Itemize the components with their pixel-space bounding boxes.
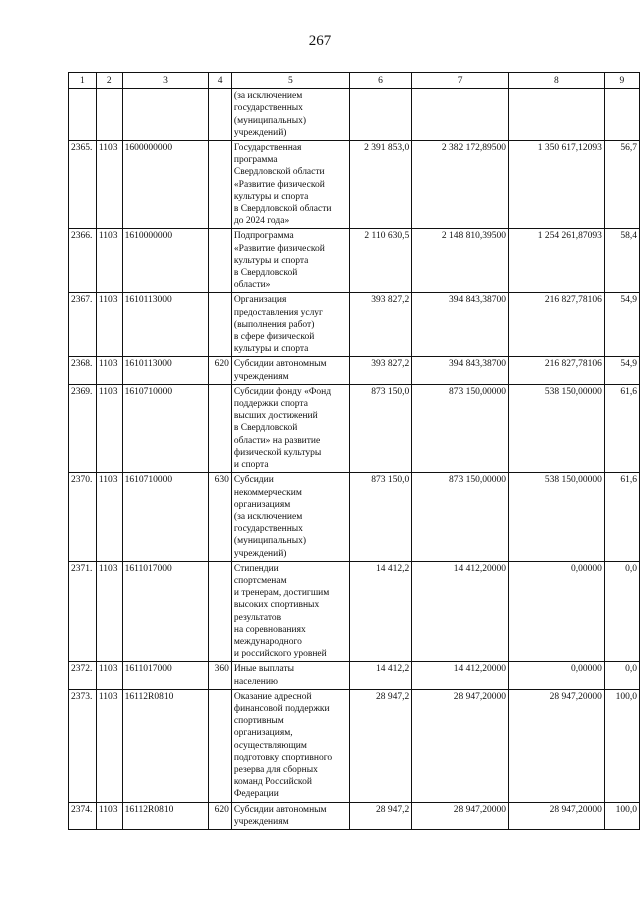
expense-type-cell-text: 620 [214, 359, 229, 370]
executed-amount-cell [508, 141, 604, 229]
refined-amount-cell [412, 89, 509, 141]
expense-type-cell [209, 662, 232, 689]
target-article-cell [122, 229, 209, 293]
page-number: 267 [308, 33, 332, 49]
approved-amount-cell [349, 357, 411, 384]
section-code-cell-text: 1103 [98, 231, 118, 242]
percent-executed-cell [604, 357, 639, 384]
executed-amount-cell [508, 689, 604, 802]
item-name-cell-text: Субсидии автономным учреждениям [233, 804, 327, 827]
row-number-cell [69, 802, 97, 829]
row-number-cell-text: 2365. [71, 143, 93, 154]
approved-amount-cell [349, 384, 411, 472]
section-code-cell-text: 1103 [98, 295, 118, 306]
row-number-cell-text: 2368. [71, 359, 93, 370]
column-header: 6 [349, 73, 411, 89]
item-name-cell-text: Субсидии автономным учреждениям [233, 359, 327, 382]
item-name-cell [231, 293, 349, 357]
refined-amount-cell [412, 662, 509, 689]
expense-type-cell-text: 630 [214, 475, 229, 486]
executed-amount-cell-text: 216 827,78106 [544, 295, 602, 306]
target-article-cell [122, 293, 209, 357]
percent-executed-cell [604, 689, 639, 802]
section-code-cell [96, 662, 122, 689]
row-number-cell [69, 561, 97, 662]
approved-amount-cell-text: 14 412,2 [375, 664, 410, 675]
item-name-cell [231, 89, 349, 141]
table-row [69, 357, 640, 384]
percent-executed-cell [604, 662, 639, 689]
column-header: 8 [508, 73, 604, 89]
executed-amount-cell-text: 28 947,20000 [549, 804, 602, 815]
section-code-cell [96, 229, 122, 293]
executed-amount-cell-text: 538 150,00000 [544, 475, 602, 486]
section-code-cell-text: 1103 [98, 386, 118, 397]
row-number-cell-text: 2366. [71, 231, 93, 242]
executed-amount-cell [508, 561, 604, 662]
approved-amount-cell [349, 802, 411, 829]
row-number-cell-text: 2369. [71, 386, 93, 397]
item-name-cell-text: (за исключением государственных (муниципальных) учреждений) [233, 91, 307, 138]
table-row [69, 662, 640, 689]
row-number-cell [69, 473, 97, 561]
approved-amount-cell-text: 873 150,0 [371, 386, 410, 397]
refined-amount-cell-text: 2 382 172,89500 [441, 143, 506, 154]
executed-amount-cell [508, 662, 604, 689]
approved-amount-cell [349, 473, 411, 561]
approved-amount-cell-text: 14 412,2 [375, 563, 410, 574]
percent-executed-cell-text: 61,6 [620, 386, 637, 397]
refined-amount-cell-text: 28 947,20000 [453, 691, 506, 702]
refined-amount-cell [412, 384, 509, 472]
target-article-cell [122, 689, 209, 802]
refined-amount-cell [412, 229, 509, 293]
percent-executed-cell [604, 229, 639, 293]
percent-executed-cell-text: 54,9 [620, 295, 637, 306]
executed-amount-cell [508, 384, 604, 472]
row-number-cell [69, 357, 97, 384]
percent-executed-cell [604, 473, 639, 561]
section-code-cell [96, 141, 122, 229]
table-row [69, 293, 640, 357]
refined-amount-cell [412, 293, 509, 357]
column-header: 5 [231, 73, 349, 89]
row-number-cell-text: 2373. [71, 691, 93, 702]
target-article-cell [122, 473, 209, 561]
row-number-cell [69, 384, 97, 472]
approved-amount-cell-text: 2 391 853,0 [364, 143, 410, 154]
expense-type-cell [209, 357, 232, 384]
target-article-cell-text: 1610710000 [124, 386, 173, 397]
approved-amount-cell-text: 393 827,2 [371, 359, 410, 370]
section-code-cell-text: 1103 [98, 563, 118, 574]
expense-type-cell [209, 229, 232, 293]
expense-type-cell [209, 384, 232, 472]
section-code-cell [96, 357, 122, 384]
executed-amount-cell-text: 28 947,20000 [549, 691, 602, 702]
table-row [69, 89, 640, 141]
item-name-cell [231, 141, 349, 229]
target-article-cell-text: 1600000000 [124, 143, 173, 154]
percent-executed-cell-text: 58,4 [620, 231, 637, 242]
section-code-cell [96, 89, 122, 141]
executed-amount-cell-text: 0,00000 [570, 664, 602, 675]
refined-amount-cell-text: 14 412,20000 [453, 563, 506, 574]
table-row [69, 473, 640, 561]
section-code-cell-text: 1103 [98, 664, 118, 675]
approved-amount-cell [349, 141, 411, 229]
expense-type-cell [209, 89, 232, 141]
refined-amount-cell [412, 141, 509, 229]
table-row [69, 229, 640, 293]
executed-amount-cell [508, 473, 604, 561]
percent-executed-cell [604, 293, 639, 357]
refined-amount-cell-text: 394 843,38700 [448, 295, 506, 306]
section-code-cell [96, 473, 122, 561]
approved-amount-cell-text: 393 827,2 [371, 295, 410, 306]
approved-amount-cell [349, 662, 411, 689]
target-article-cell-text: 16112R0810 [124, 691, 174, 702]
refined-amount-cell [412, 802, 509, 829]
refined-amount-cell [412, 561, 509, 662]
refined-amount-cell-text: 873 150,00000 [448, 475, 506, 486]
expense-type-cell-text: 620 [214, 804, 229, 815]
executed-amount-cell-text: 216 827,78106 [544, 359, 602, 370]
expense-type-cell-text: 360 [214, 664, 229, 675]
executed-amount-cell-text: 538 150,00000 [544, 386, 602, 397]
section-code-cell [96, 384, 122, 472]
percent-executed-cell-text: 100,0 [615, 691, 637, 702]
executed-amount-cell [508, 229, 604, 293]
executed-amount-cell [508, 89, 604, 141]
target-article-cell [122, 141, 209, 229]
target-article-cell-text: 16112R0810 [124, 804, 174, 815]
item-name-cell-text: Субсидии фонду «Фонд поддержки спорта высших достижений в Свердловской области» на развитие физической культуры и спорта [233, 386, 332, 471]
target-article-cell [122, 662, 209, 689]
item-name-cell-text: Иные выплаты населению [233, 664, 295, 687]
target-article-cell [122, 561, 209, 662]
expense-type-cell [209, 141, 232, 229]
column-header: 4 [209, 73, 232, 89]
percent-executed-cell [604, 89, 639, 141]
target-article-cell-text: 1610113000 [124, 359, 172, 370]
percent-executed-cell-text: 100,0 [615, 804, 637, 815]
refined-amount-cell-text: 14 412,20000 [453, 664, 506, 675]
approved-amount-cell [349, 89, 411, 141]
row-number-cell [69, 662, 97, 689]
target-article-cell-text: 1610710000 [124, 475, 173, 486]
refined-amount-cell-text: 873 150,00000 [448, 386, 506, 397]
approved-amount-cell-text: 873 150,0 [371, 475, 410, 486]
table-row [69, 384, 640, 472]
refined-amount-cell [412, 473, 509, 561]
refined-amount-cell-text: 28 947,20000 [453, 804, 506, 815]
item-name-cell [231, 662, 349, 689]
column-header: 1 [69, 73, 97, 89]
budget-table [68, 72, 640, 830]
section-code-cell [96, 293, 122, 357]
expense-type-cell [209, 293, 232, 357]
row-number-cell [69, 689, 97, 802]
row-number-cell-text: 2374. [71, 804, 93, 815]
column-header: 3 [122, 73, 209, 89]
section-code-cell-text: 1103 [98, 143, 118, 154]
table-row [69, 802, 640, 829]
section-code-cell [96, 689, 122, 802]
executed-amount-cell-text: 1 350 617,12093 [537, 143, 602, 154]
target-article-cell-text: 1610113000 [124, 295, 172, 306]
item-name-cell-text: Стипендии спортсменам и тренерам, достигшим высоких спортивных результатов на соревнованиях международного и российского уровней [233, 563, 330, 660]
approved-amount-cell [349, 293, 411, 357]
item-name-cell [231, 229, 349, 293]
row-number-cell [69, 293, 97, 357]
approved-amount-cell-text: 28 947,2 [375, 804, 410, 815]
refined-amount-cell [412, 689, 509, 802]
expense-type-cell [209, 473, 232, 561]
percent-executed-cell-text: 0,0 [625, 664, 637, 675]
percent-executed-cell [604, 384, 639, 472]
approved-amount-cell [349, 561, 411, 662]
refined-amount-cell-text: 394 843,38700 [448, 359, 506, 370]
item-name-cell [231, 473, 349, 561]
item-name-cell [231, 689, 349, 802]
item-name-cell-text: Субсидии некоммерческим организациям (за исключением государственных (муниципальных) учреждений) [233, 475, 307, 559]
item-name-cell [231, 384, 349, 472]
executed-amount-cell [508, 293, 604, 357]
refined-amount-cell-text: 2 148 810,39500 [441, 231, 506, 242]
row-number-cell-text: 2371. [71, 563, 93, 574]
percent-executed-cell-text: 54,9 [620, 359, 637, 370]
column-header: 7 [412, 73, 509, 89]
row-number-cell-text: 2367. [71, 295, 93, 306]
percent-executed-cell-text: 0,0 [625, 563, 637, 574]
row-number-cell [69, 229, 97, 293]
target-article-cell [122, 802, 209, 829]
executed-amount-cell [508, 802, 604, 829]
item-name-cell [231, 802, 349, 829]
column-header: 9 [604, 73, 639, 89]
section-code-cell-text: 1103 [98, 691, 118, 702]
target-article-cell [122, 357, 209, 384]
expense-type-cell [209, 802, 232, 829]
item-name-cell-text: Оказание адресной финансовой поддержки спортивным организациям, осуществляющим подготовку спортивного резерва для сборных команд Российской Федерации [233, 691, 333, 800]
item-name-cell [231, 357, 349, 384]
target-article-cell [122, 384, 209, 472]
header-row [69, 73, 640, 89]
table-row [69, 689, 640, 802]
table-body [69, 89, 640, 830]
percent-executed-cell-text: 61,6 [620, 475, 637, 486]
section-code-cell-text: 1103 [98, 475, 118, 486]
target-article-cell-text: 1610000000 [124, 231, 173, 242]
percent-executed-cell [604, 561, 639, 662]
item-name-cell-text: Подпрограмма «Развитие физической культуры и спорта в Свердловской области» [233, 231, 325, 291]
item-name-cell-text: Государственная программа Свердловской области «Развитие физической культуры и спорта в Свердловской области до 2024 года» [233, 143, 332, 227]
executed-amount-cell [508, 357, 604, 384]
item-name-cell-text: Организация предоставления услуг (выполнения работ) в сфере физической культуры и спорта [233, 295, 323, 355]
item-name-cell [231, 561, 349, 662]
approved-amount-cell-text: 28 947,2 [375, 691, 410, 702]
approved-amount-cell [349, 689, 411, 802]
section-code-cell-text: 1103 [98, 804, 118, 815]
percent-executed-cell [604, 141, 639, 229]
approved-amount-cell-text: 2 110 630,5 [364, 231, 410, 242]
target-article-cell-text: 1611017000 [124, 664, 172, 675]
percent-executed-cell-text: 56,7 [620, 143, 637, 154]
percent-executed-cell [604, 802, 639, 829]
section-code-cell [96, 561, 122, 662]
table-row [69, 141, 640, 229]
row-number-cell [69, 89, 97, 141]
expense-type-cell [209, 689, 232, 802]
refined-amount-cell [412, 357, 509, 384]
approved-amount-cell [349, 229, 411, 293]
row-number-cell [69, 141, 97, 229]
executed-amount-cell-text: 0,00000 [570, 563, 602, 574]
target-article-cell-text: 1611017000 [124, 563, 172, 574]
column-header: 2 [96, 73, 122, 89]
expense-type-cell [209, 561, 232, 662]
section-code-cell-text: 1103 [98, 359, 118, 370]
target-article-cell [122, 89, 209, 141]
row-number-cell-text: 2372. [71, 664, 93, 675]
section-code-cell [96, 802, 122, 829]
executed-amount-cell-text: 1 254 261,87093 [537, 231, 602, 242]
table-row [69, 561, 640, 662]
row-number-cell-text: 2370. [71, 475, 93, 486]
